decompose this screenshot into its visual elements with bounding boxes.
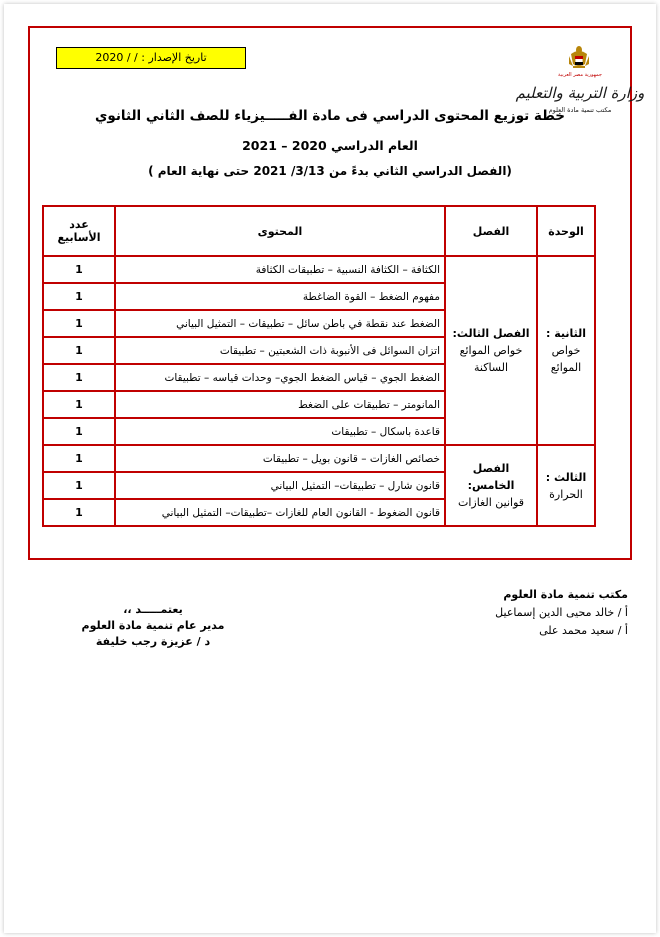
svg-text:مكتب تنمية مادة العلوم: مكتب تنمية مادة العلوم [548,106,612,114]
science-office-block [418,586,628,640]
unit-name: الحرارة [549,487,583,501]
table-row [43,256,595,283]
issue-date-box: تاريخ الإصدار : / / 2020 [56,47,246,69]
weeks-cell: 1 [43,391,115,418]
approval-position: مدير عام تنمية مادة العلوم [81,619,225,632]
table-row [43,445,595,472]
content-cell: المانومتر – تطبيقات على الضغط [115,391,445,418]
weeks-cell: 1 [43,310,115,337]
content-distribution-table [42,205,596,527]
svg-text:جمهورية مصر العربية: جمهورية مصر العربية [558,72,602,78]
content-cell: الضغط الجوي – قياس الضغط الجوي– وحدات قياسه – تطبيقات [115,364,445,391]
office-title: مكتب تنمية مادة العلوم [503,588,628,601]
content-cell: مفهوم الضغط – القوة الضاغطة [115,283,445,310]
approval-name: د / عزيزة رجب خليفة [95,635,211,648]
weeks-cell: 1 [43,283,115,310]
approval-block [68,602,238,650]
approval-label: يعتمـــــد ،، [123,603,183,616]
unit-cell [537,256,595,445]
header-weeks: عدد الأسابيع [43,206,115,256]
svg-text:وزارة التربية والتعليم: وزارة التربية والتعليم [515,84,645,102]
unit-title: الثانية : [545,327,587,340]
header-chapter: الفصل [445,206,537,256]
unit-cell [537,445,595,526]
office-member-2: أ / سعيد محمد على [539,624,628,637]
weeks-cell: 1 [43,499,115,526]
chapter-title: الفصل الثالث: [452,327,530,340]
content-cell: قانون شارل – تطبيقات– التمثيل البياني [115,472,445,499]
chapter-title: الفصل الخامس: [467,462,515,492]
weeks-cell: 1 [43,418,115,445]
weeks-cell: 1 [43,364,115,391]
academic-year: العام الدراسي 2020 – 2021 [242,138,418,153]
header-unit: الوحدة [537,206,595,256]
weeks-cell: 1 [43,337,115,364]
weeks-cell: 1 [43,472,115,499]
unit-name: خواص الموائع [550,344,582,374]
content-cell: قانون الضغوط - القانون العام للغازات –تطبيقات– التمثيل البياني [115,499,445,526]
content-cell: الكثافة – الكثافة النسبية – تطبيقات الكثافة [115,256,445,283]
document-title: خطة توزيع المحتوى الدراسي فى مادة الفـــــيزياء للصف الثاني الثانوي [94,108,565,124]
header-content: المحتوى [115,206,445,256]
unit-title: الثالث : [545,470,587,484]
chapter-cell [445,256,537,445]
content-cell: اتزان السوائل فى الأنبوبة ذات الشعبتين – تطبيقات [115,337,445,364]
chapter-cell [445,445,537,526]
term-period: (الفصل الدراسي الثاني بدءً من 3/13/ 2021 حتى نهاية العام ) [148,164,512,178]
office-member-1: أ / خالد محيى الدين إسماعيل [495,606,628,619]
content-cell: خصائص الغازات – قانون بويل – تطبيقات [115,445,445,472]
table-header-row [43,206,595,256]
weeks-cell: 1 [43,445,115,472]
chapter-name: خواص الموائع الساكنة [459,344,523,374]
content-cell: الضغط عند نقطة في باطن سائل – تطبيقات – التمثيل البياني [115,310,445,337]
chapter-name: قوانين الغازات [457,496,525,509]
content-cell: قاعدة باسكال – تطبيقات [115,418,445,445]
weeks-cell: 1 [43,256,115,283]
